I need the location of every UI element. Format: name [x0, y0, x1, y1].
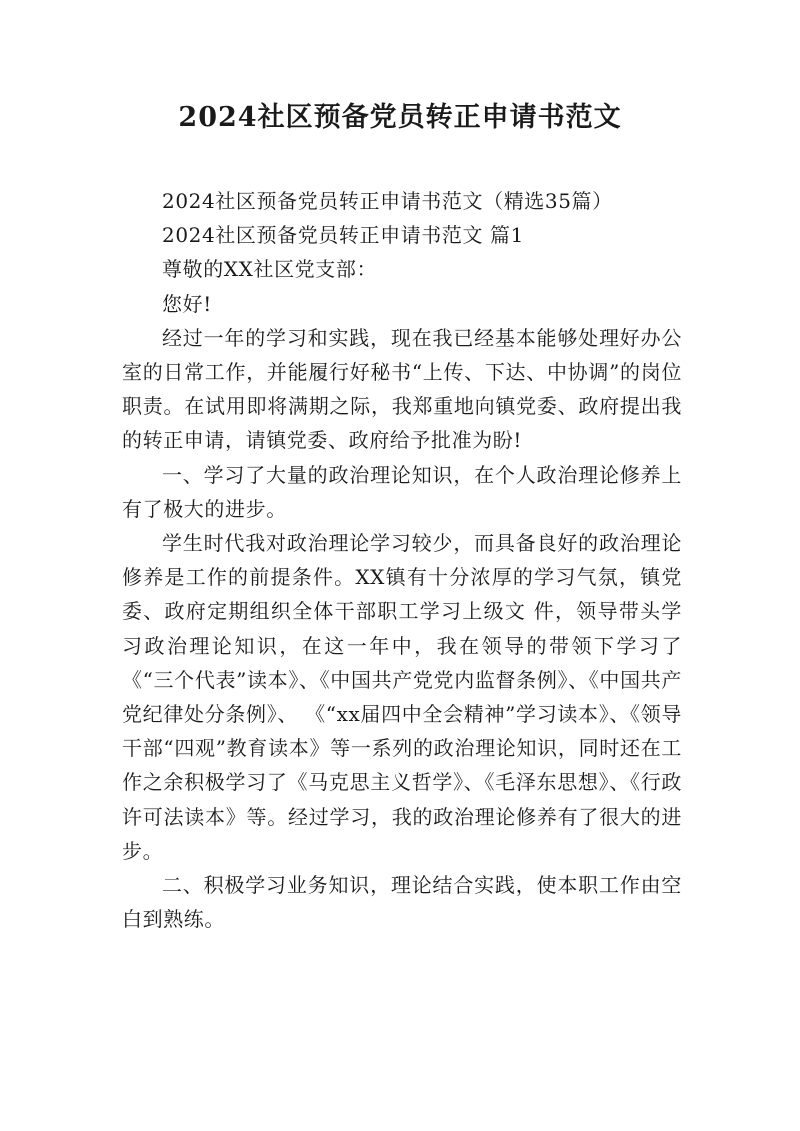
subtitle-part-1: 2024社区预备党员转正申请书范文 篇1: [162, 223, 524, 248]
section-heading-2: 二、积极学习业务知识，理论结合实践，使本职工作由空白到熟练。: [122, 873, 682, 932]
salutation: 尊敬的XX社区党支部：: [162, 257, 378, 282]
subtitle-collection: 2024社区预备党员转正申请书范文（精选35篇）: [162, 189, 613, 213]
section-heading-1: 一、学习了大量的政治理论知识，在个人政治理论修养上有了极大的进步。: [122, 462, 682, 521]
document-title: 2024社区预备党员转正申请书范文: [178, 102, 622, 133]
paragraph-study: 学生时代我对政治理论学习较少，而具备良好的政治理论修养是工作的前提条件。XX镇有十分浓厚的学习气氛，镇党委、政府定期组织全体干部职工学习上级文 件，领导带头学习政治理论知识，在这一年中，我在领导的带领下学习了《“三个代表”读本》、《中国共产党党内监督条例》、《中国共产党纪律处分条例》、 《“xx届四中全会精神”学习读本》、《领导干部“四观”教育读本》等一系列的政治理论知识，同时还在工作之余积极学习了《马克思主义哲学》、《毛泽东思想》、《行政许可法读本》等。经过学习，我的政治理论修养有了很大的进步。: [122, 531, 682, 863]
document-body: [122, 184, 682, 936]
paragraph-intro: 经过一年的学习和实践，现在我已经基本能够处理好办公室的日常工作，并能履行好秘书“上传、下达、中协调”的岗位职责。在试用即将满期之际，我郑重地向镇党委、政府提出我的转正申请，请镇党委、政府给予批准为盼!: [122, 325, 682, 453]
greeting: 您好!: [162, 291, 212, 316]
